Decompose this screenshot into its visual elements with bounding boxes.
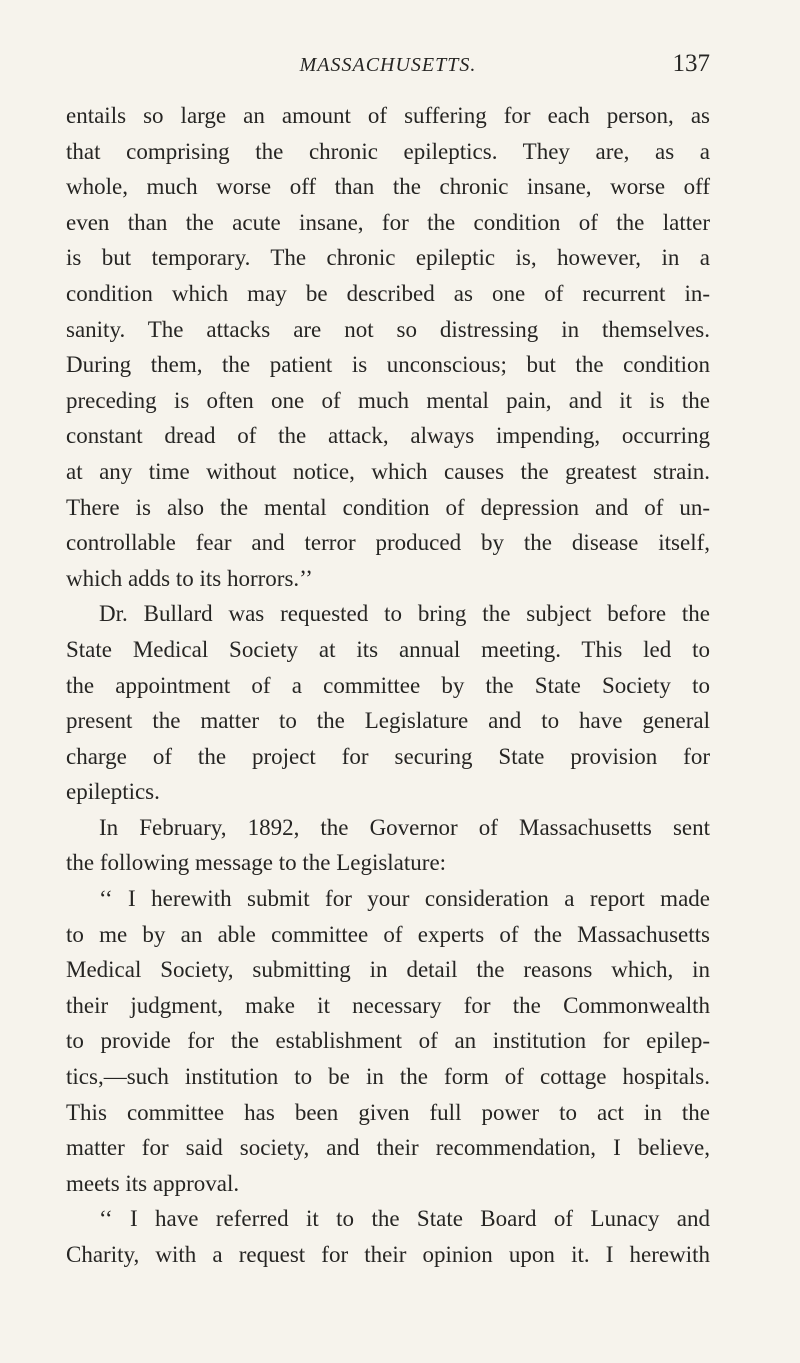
text-line: present the matter to the Legislature and to have general (66, 708, 710, 734)
text-line: ‘‘ I herewith submit for your consideration a report made (99, 886, 710, 912)
text-line: to me by an able committee of experts of the Massachusetts (66, 921, 710, 947)
text-line: Dr. Bullard was requested to bring the subject before the (99, 601, 710, 627)
text-line: to provide for the establishment of an institution for epilep- (66, 1028, 710, 1054)
text-line: State Medical Society at its annual meeting. This led to (66, 636, 710, 662)
text-line: During them, the patient is unconscious; but the condition (66, 352, 710, 378)
text-line: the appointment of a committee by the State Society to (66, 672, 710, 698)
text-line: charge of the project for securing State provision for (66, 743, 710, 769)
text-line: whole, much worse off than the chronic insane, worse off (66, 174, 710, 200)
text-line: preceding is often one of much mental pain, and it is the (66, 387, 710, 413)
text-line: constant dread of the attack, always impending, occurring (66, 423, 710, 449)
page-number: 137 (672, 50, 710, 77)
running-head (66, 50, 710, 84)
text-line: meets its approval. (66, 1170, 240, 1196)
text-line: their judgment, make it necessary for the Commonwealth (66, 992, 710, 1018)
text-line: the following message to the Legislature: (66, 850, 447, 876)
text-line: entails so large an amount of suffering for each person, as (66, 103, 710, 128)
text-line: Medical Society, submitting in detail the reasons which, in (66, 957, 710, 983)
text-line: sanity. The attacks are not so distressing in themselves. (66, 316, 710, 342)
text-line: that comprising the chronic epileptics. They are, as a (66, 138, 710, 164)
text-line: tics,—such institution to be in the form of cottage hospitals. (66, 1064, 710, 1090)
text-line: is but temporary. The chronic epileptic is, however, in a (66, 245, 710, 271)
body-text (66, 98, 710, 1273)
text-line: at any time without notice, which causes the greatest strain. (66, 458, 710, 484)
text-line: In February, 1892, the Governor of Massachusetts sent (99, 814, 710, 840)
text-line: Charity, with a request for their opinion upon it. I herewith (66, 1242, 710, 1267)
running-title: MASSACHUSETTS. (299, 54, 477, 76)
text-line: matter for said society, and their recommendation, I believe, (66, 1135, 710, 1161)
text-line: ‘‘ I have referred it to the State Board of Lunacy and (99, 1206, 710, 1232)
text-line: controllable fear and terror produced by the disease itself, (66, 530, 710, 556)
text-line: which adds to its horrors.’’ (66, 565, 313, 591)
text-line: There is also the mental condition of depression and of un- (66, 494, 710, 520)
text-line: condition which may be described as one of recurrent in- (66, 280, 710, 306)
text-line: even than the acute insane, for the condition of the latter (66, 209, 710, 235)
text-line: epileptics. (66, 779, 160, 805)
text-line: This committee has been given full power to act in the (66, 1099, 710, 1125)
